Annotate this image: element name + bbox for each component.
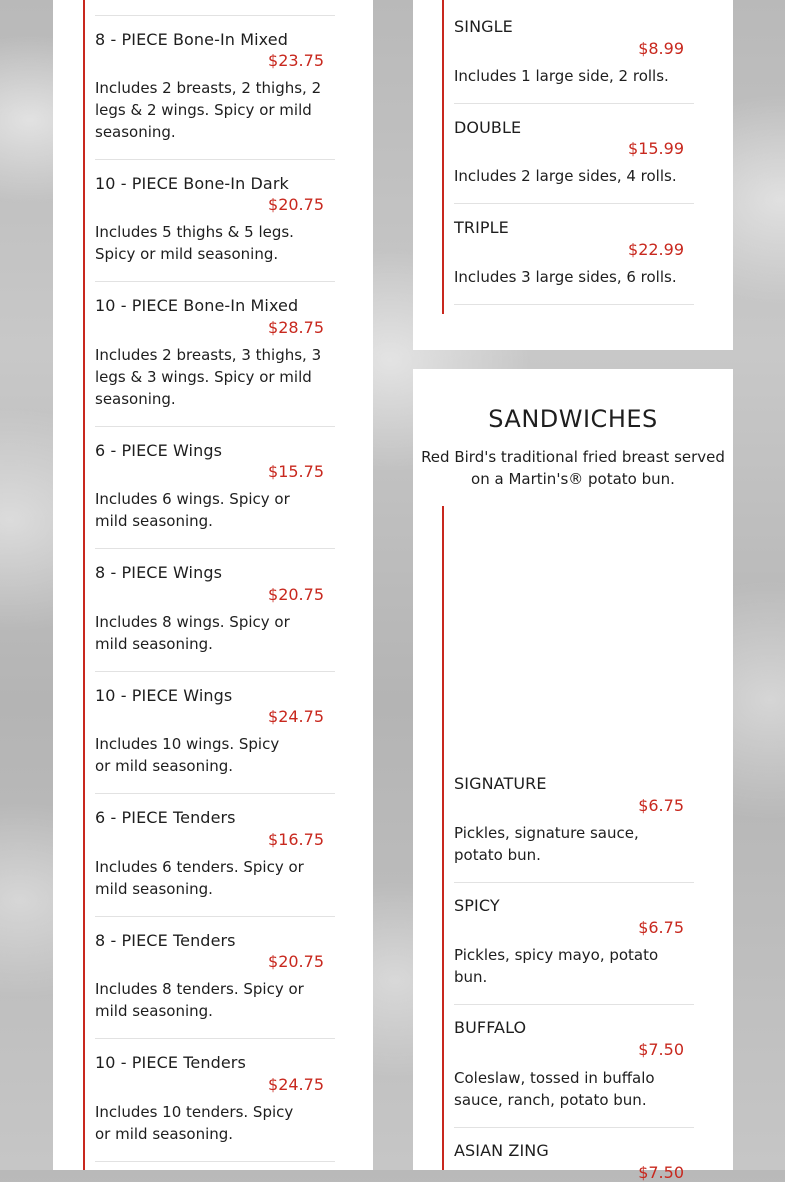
item-price: $22.99	[628, 240, 684, 259]
item-price: $7.50	[638, 1163, 684, 1182]
item-description: Includes 3 large sides, 6 rolls.	[454, 268, 677, 286]
item-price: $15.99	[628, 139, 684, 158]
item-description: Pickles, spicy mayo, potato bun.	[454, 946, 659, 986]
item-name: ASIAN ZING	[454, 1141, 549, 1160]
item-divider	[95, 1038, 335, 1039]
item-name: BUFFALO	[454, 1018, 527, 1037]
item-divider	[95, 548, 335, 549]
item-description: Includes 2 breasts, 2 thighs, 2 legs & 2 wings. Spicy or mild seasoning.	[95, 79, 322, 141]
item-description: Includes 2 breasts, 3 thighs, 3 legs & 3 wings. Spicy or mild seasoning.	[95, 346, 322, 408]
sandwiches-card	[413, 369, 733, 1182]
item-name: SINGLE	[454, 17, 513, 36]
item-description: Includes 6 wings. Spicy or mild seasoning.	[95, 490, 290, 530]
item-divider	[95, 916, 335, 917]
item-divider	[454, 882, 694, 883]
item-name: 6 - PIECE Wings	[95, 441, 223, 460]
item-price: $24.75	[268, 1075, 324, 1094]
item-price: $16.75	[268, 830, 324, 849]
combos-list	[442, 0, 695, 314]
item-description: Includes 6 tenders. Spicy or mild seasoning.	[95, 858, 304, 898]
item-price: $28.75	[268, 318, 324, 337]
section-title: SANDWICHES	[488, 405, 658, 433]
item-divider	[95, 671, 335, 672]
item-name: 8 - PIECE Tenders	[95, 931, 236, 950]
item-description: Includes 10 tenders. Spicy or mild seasoning.	[95, 1103, 294, 1143]
chicken-menu-card	[53, 0, 373, 1170]
section-description: Red Bird's traditional fried breast served on a Martin's® potato bun.	[421, 448, 725, 488]
item-divider	[454, 103, 694, 104]
item-description: Includes 8 tenders. Spicy or mild seasoning.	[95, 980, 304, 1020]
item-divider	[95, 1161, 335, 1162]
item-divider	[95, 159, 335, 160]
item-price: $20.75	[268, 952, 324, 971]
item-name: SPICY	[454, 896, 500, 915]
item-divider	[454, 1004, 694, 1005]
item-name: 10 - PIECE Tenders	[95, 1053, 246, 1072]
item-price: $6.75	[638, 796, 684, 815]
item-name: DOUBLE	[454, 118, 522, 137]
item-price: $20.75	[268, 585, 324, 604]
item-price: $8.99	[638, 39, 684, 58]
sandwiches-list	[442, 506, 695, 1182]
item-divider	[454, 304, 694, 305]
item-description: Includes 2 large sides, 4 rolls.	[454, 167, 677, 185]
item-name: 10 - PIECE Wings	[95, 686, 233, 705]
item-description: Includes 10 wings. Spicy or mild seasoning.	[95, 735, 280, 775]
combos-card	[413, 0, 733, 350]
item-divider	[454, 1127, 694, 1128]
item-description: Includes 1 large side, 2 rolls.	[454, 67, 669, 85]
item-divider	[95, 793, 335, 794]
item-name: SIGNATURE	[454, 774, 547, 793]
item-divider	[95, 15, 335, 16]
chicken-menu-list	[83, 0, 335, 1170]
item-description: Includes 5 thighs & 5 legs. Spicy or mild seasoning.	[95, 223, 294, 263]
item-name: 10 - PIECE Bone-In Dark	[95, 174, 289, 193]
item-divider	[95, 281, 335, 282]
item-name: TRIPLE	[454, 218, 509, 237]
item-divider	[454, 203, 694, 204]
item-name: 8 - PIECE Wings	[95, 563, 223, 582]
item-price: $23.75	[268, 51, 324, 70]
item-divider	[95, 426, 335, 427]
item-price: $7.50	[638, 1040, 684, 1059]
item-price: $20.75	[268, 195, 324, 214]
item-price: $6.75	[638, 918, 684, 937]
item-price: $15.75	[268, 462, 324, 481]
item-description: Includes 8 wings. Spicy or mild seasoning.	[95, 613, 290, 653]
item-description: Pickles, signature sauce, potato bun.	[454, 824, 639, 864]
item-price: $24.75	[268, 707, 324, 726]
item-description: Coleslaw, tossed in buffalo sauce, ranch, potato bun.	[454, 1069, 655, 1109]
item-name: 8 - PIECE Bone-In Mixed	[95, 30, 288, 49]
item-name: 6 - PIECE Tenders	[95, 808, 236, 827]
item-name: 10 - PIECE Bone-In Mixed	[95, 296, 299, 315]
